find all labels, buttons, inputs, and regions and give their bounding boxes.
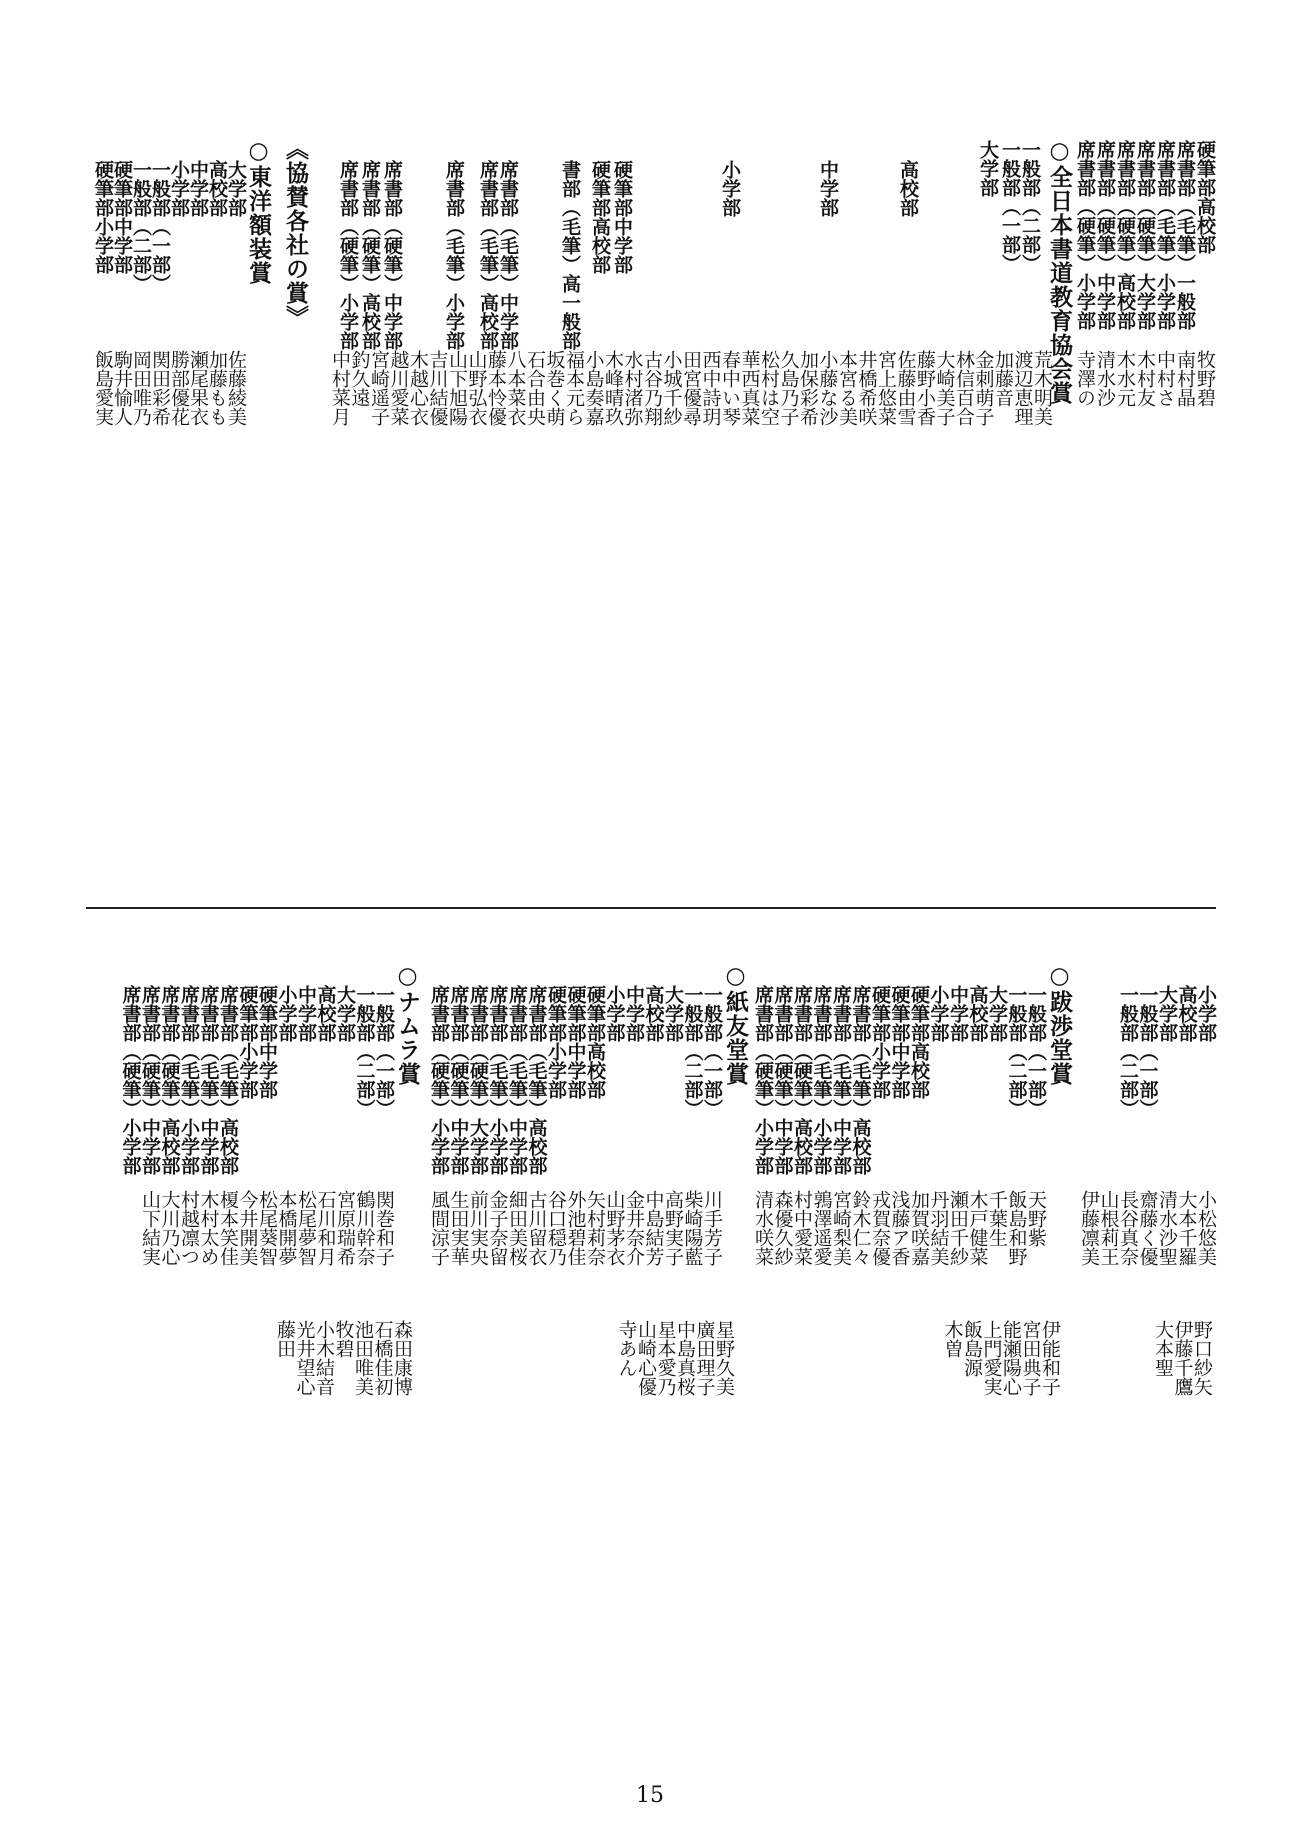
shiyu-lower-name-2: 廣田理子 [693,1320,716,1396]
award-row-4: 高校部 [897,160,919,217]
right-header-3: 席書部（毛筆）小学部 [1154,140,1176,330]
section-title-toyo: ○東洋額装賞 [245,137,272,285]
batsu-row-10: 席書部（毛筆）高校部 [849,985,872,1175]
batsu-name-4: 木戸健菜 [966,1190,989,1266]
toyo-name-3: 瀬尾果衣 [187,350,209,426]
namura-row-9: 席書部（毛筆）高校部 [217,985,239,1175]
batsu-name-1: 天野紫 [1025,1190,1047,1247]
first-name-6: 山根莉王 [1097,1190,1120,1266]
first-row-3: 大学部 [1156,985,1178,1042]
batsu-lower-name-2: 宮田典子 [1019,1320,1042,1396]
zennihon-name-25: 福本元ら [563,350,585,426]
shiyu-lower-name-6: 寺あん [615,1320,638,1377]
namura-name-10: 木村太め [197,1190,220,1266]
zennihon-name-29: 藤本怜優 [485,350,507,426]
batsu-row-1: 一般部（一部） [1025,985,1047,1118]
shiyu-row-11: 席書部（毛筆）中学部 [506,985,528,1175]
namura-row-12: 席書部（硬筆）高校部 [158,985,181,1175]
batsu-row-12: 席書部（毛筆）小学部 [810,985,833,1175]
batsu-row-8: 硬筆部中学部 [888,985,911,1099]
zennihon-name-21: 古谷乃翔 [641,350,663,426]
zennihon-name-34: 越川愛菜 [387,350,410,426]
right-name-4: 木村友 [1134,350,1156,407]
toyo-row-7: 硬筆部中学部 [111,160,133,274]
batsu-name-7: 加賀咲嘉 [908,1190,930,1266]
zennihon-name-33: 木越心衣 [407,350,429,426]
namura-lower-name-4: 牧碧 [332,1320,355,1358]
shiyu-name-15: 風間涼子 [428,1190,450,1266]
award-row-7: 硬筆部中学部 [611,160,633,274]
zennihon-name-5: 林信百合 [953,350,975,426]
zennihon-name-36: 釣久遠 [348,350,371,407]
namura-row-8: 硬筆部小学部 [236,985,259,1099]
award-row-6: 小学部 [719,160,741,217]
shiyu-name-9: 谷口穏乃 [545,1190,567,1266]
zennihon-name-20: 小城千紗 [660,350,683,426]
zennihon-name-10: 井橋希咲 [855,350,878,426]
namura-name-12: 大川乃心 [158,1190,181,1266]
shiyu-row-3: 大学部 [662,985,684,1042]
shiyu-lower-name-3: 中島真桜 [674,1320,696,1396]
namura-name-4: 石川和月 [314,1190,337,1266]
toyo-row-6: 一般部（二部） [130,160,152,293]
shiyu-row-10: 席書部（毛筆）高校部 [525,985,548,1175]
shiyu-name-6: 山野茅衣 [603,1190,626,1266]
namura-lower-name-7: 藤田 [274,1320,296,1358]
batsu-lower-name-5: 飯島源 [961,1320,983,1377]
namura-row-7: 硬筆部中学部 [256,985,278,1099]
namura-name-9: 榎本笑佳 [217,1190,239,1266]
namura-name-8: 今井開美 [236,1190,259,1266]
shiyu-lower-name-4: 星本愛乃 [654,1320,677,1396]
batsu-row-2: 一般部（二部） [1005,985,1028,1118]
right-name-1: 牧野碧 [1194,350,1216,407]
right-header-7: 席書部（硬筆）小学部 [1074,140,1096,330]
namura-name-6: 本橋開夢 [275,1190,298,1266]
first-name-7: 伊藤凛美 [1078,1190,1100,1266]
shiyu-name-4: 中島結芳 [642,1190,665,1266]
shiyu-name-11: 細田美桜 [506,1190,528,1266]
zennihon-name-12: 小藤な沙 [816,350,839,426]
shiyu-name-10: 古川留衣 [525,1190,548,1266]
batsu-name-13: 村中愛菜 [791,1190,813,1266]
award-row-10: 席書部（毛筆）中学部 [497,160,519,350]
batsu-row-15: 席書部（硬筆）小学部 [752,985,774,1175]
section-title-zennihon: ○全日本書道教育協会賞 [1046,137,1073,405]
award-row-1: 大学部 [977,140,999,197]
section-title-kyosan: 《協賛各社の賞》 [282,137,309,329]
toyo-row-4: 小学部 [168,160,190,217]
shiyu-name-8: 外池碧佳 [564,1190,587,1266]
first-row-5: 一般部（二部） [1117,985,1139,1118]
shiyu-lower-name-5: 山崎心優 [635,1320,657,1396]
first-row-2: 高校部 [1175,985,1198,1042]
zennihon-name-23: 木峰晴玖 [602,350,624,426]
namura-row-1: 一般部（一部） [373,985,395,1118]
namura-row-14: 席書部（硬筆）小学部 [119,985,142,1175]
award-row-3: 一般部（二部） [1019,140,1041,273]
zennihon-name-24: 小島奏嘉 [582,350,605,426]
batsu-lower-name-4: 上門愛実 [980,1320,1003,1396]
first-name-3: 清水沙聖 [1156,1190,1178,1266]
batsu-name-5: 瀬田千紗 [947,1190,969,1266]
batsu-name-6: 丹羽結美 [927,1190,950,1266]
namura-row-10: 席書部（毛筆）中学部 [197,985,220,1175]
toyo-name-6: 岡田唯乃 [130,350,152,426]
batsu-row-6: 小学部 [927,985,950,1042]
shiyu-row-15: 席書部（硬筆）小学部 [428,985,450,1175]
namura-name-3: 宮原瑞希 [334,1190,356,1266]
zennihon-name-4: 金刺萌子 [972,350,995,426]
zennihon-name-8: 佐藤由雪 [894,350,917,426]
namura-row-4: 高校部 [314,985,337,1042]
first-name-1: 小松悠美 [1195,1190,1217,1266]
zennihon-name-1: 荒木明美 [1031,350,1053,426]
shiyu-row-12: 席書部（毛筆）小学部 [486,985,509,1175]
zennihon-name-32: 吉川結優 [426,350,449,426]
shiyu-row-7: 硬筆部高校部 [584,985,606,1099]
zennihon-name-26: 坂巻く萌 [543,350,566,426]
zennihon-name-9: 宮上悠菜 [875,350,897,426]
first-lower-name-3: 大本聖 [1152,1320,1174,1377]
namura-row-2: 一般部（二部） [353,985,376,1118]
batsu-name-15: 清水咲菜 [752,1190,774,1266]
batsu-name-8: 浅藤ア香 [888,1190,911,1266]
award-row-11: 席書部（毛筆）高校部 [477,160,499,350]
batsu-row-7: 硬筆部高校部 [908,985,930,1099]
shiyu-row-13: 席書部（硬筆）大学部 [467,985,489,1175]
zennihon-name-16: 華西真菜 [738,350,761,426]
award-row-15: 席書部（硬筆）小学部 [337,160,359,350]
namura-lower-name-2: 石橋佳初 [371,1320,394,1396]
batsu-row-9: 硬筆部小学部 [869,985,891,1099]
first-lower-name-2: 伊藤千鷹 [1171,1320,1194,1396]
zennihon-name-19: 田宮優尋 [680,350,702,426]
right-name-5: 木水元 [1114,350,1136,407]
namura-name-7: 松尾葵智 [256,1190,278,1266]
zennihon-name-22: 水村渚弥 [621,350,644,426]
batsu-name-12: 鶉澤遥愛 [810,1190,833,1266]
zennihon-name-14: 久島乃子 [777,350,800,426]
zennihon-name-11: 本宮る美 [836,350,858,426]
first-name-2: 大本千羅 [1175,1190,1198,1266]
shiyu-row-14: 席書部（硬筆）中学部 [447,985,470,1175]
zennihon-name-28: 八本菜衣 [504,350,527,426]
batsu-lower-name-6: 木曽 [941,1320,964,1358]
zennihon-name-2: 渡辺恵理 [1011,350,1034,426]
shiyu-row-6: 小学部 [603,985,626,1042]
namura-lower-name-5: 小木結音 [313,1320,335,1396]
namura-lower-name-1: 森田康博 [391,1320,413,1396]
namura-lower-name-6: 光井望心 [293,1320,316,1396]
namura-row-3: 大学部 [334,985,356,1042]
shiyu-row-1: 一般部（一部） [701,985,723,1118]
namura-row-13: 席書部（硬筆）中学部 [139,985,161,1175]
toyo-row-8: 硬筆部小学部 [92,160,114,274]
zennihon-name-6: 大崎美子 [933,350,956,426]
namura-name-2: 鶴川幹奈 [353,1190,376,1266]
namura-name-13: 山下結実 [139,1190,161,1266]
batsu-row-4: 高校部 [966,985,989,1042]
zennihon-name-37: 中村菜月 [329,350,351,426]
right-name-6: 清水沙 [1094,350,1116,407]
first-name-4: 齋藤く優 [1136,1190,1159,1266]
zennihon-name-17: 春中い琴 [719,350,741,426]
section-title-shiyu: ○紙友堂賞 [722,962,749,1086]
right-header-5: 席書部（硬筆）高校部 [1114,140,1136,330]
section-divider [86,907,1216,909]
toyo-name-2: 加藤もも [206,350,228,426]
namura-row-6: 小学部 [275,985,298,1042]
right-name-3: 中村さ [1154,350,1176,407]
batsu-name-3: 千葉生 [986,1190,1008,1247]
shiyu-row-5: 中学部 [623,985,645,1042]
award-row-13: 席書部（硬筆）中学部 [381,160,403,350]
toyo-row-3: 中学部 [187,160,209,217]
batsu-lower-name-1: 伊能和子 [1039,1320,1061,1396]
toyo-row-2: 高校部 [206,160,228,217]
right-name-2: 南村晶 [1174,350,1196,407]
right-header-1: 硬筆部高校部 [1194,140,1216,254]
batsu-name-10: 鈴木仁々 [849,1190,872,1266]
batsu-name-14: 森優久紗 [771,1190,794,1266]
toyo-name-8: 飯島愛実 [92,350,114,426]
section-title-batsu: ○跋渉堂賞 [1046,962,1073,1086]
shiyu-row-9: 硬筆部小学部 [545,985,567,1099]
toyo-row-1: 大学部 [225,160,247,217]
first-row-1: 小学部 [1195,985,1217,1042]
zennihon-name-27: 石合由央 [524,350,546,426]
page-number: 15 [636,1783,664,1808]
first-name-5: 長谷真奈 [1117,1190,1139,1266]
zennihon-name-13: 加保彩希 [797,350,819,426]
namura-name-1: 関巻和子 [373,1190,395,1266]
toyo-row-5: 一般部（一部） [149,160,171,293]
right-header-4: 席書部（硬筆）大学部 [1134,140,1156,330]
right-name-7: 寺澤の [1074,350,1096,407]
namura-lower-name-3: 池田唯美 [352,1320,374,1396]
zennihon-name-18: 西中詩玥 [699,350,722,426]
shiyu-name-1: 川手芳子 [701,1190,723,1266]
section-title-namura: ○ナムラ賞 [394,962,421,1086]
toyo-name-5: 関田彩希 [149,350,171,426]
batsu-row-5: 中学部 [947,985,969,1042]
shiyu-name-2: 柴崎陽藍 [681,1190,704,1266]
shiyu-name-12: 金子奈留 [486,1190,509,1266]
award-row-9: 書部（毛筆）高一般部 [559,160,581,350]
namura-name-11: 村越凛つ [178,1190,200,1266]
shiyu-row-2: 一般部（二部） [681,985,704,1118]
shiyu-name-14: 生田実華 [447,1190,470,1266]
shiyu-lower-name-1: 星野久美 [713,1320,735,1396]
zennihon-name-30: 山野弘衣 [465,350,488,426]
batsu-row-13: 席書部（硬筆）高校部 [791,985,813,1175]
first-lower-name-1: 野口紗矢 [1191,1320,1213,1396]
batsu-name-2: 飯島和野 [1005,1190,1028,1266]
batsu-lower-name-3: 能瀬陽心 [1000,1320,1022,1396]
namura-row-11: 席書部（毛筆）小学部 [178,985,200,1175]
award-row-5: 中学部 [817,160,839,217]
zennihon-name-31: 山下旭陽 [446,350,468,426]
zennihon-name-3: 加藤音 [992,350,1014,407]
batsu-row-11: 席書部（毛筆）中学部 [830,985,852,1175]
award-row-12: 席書部（毛筆）小学部 [443,160,465,350]
shiyu-name-7: 矢村莉奈 [584,1190,606,1266]
toyo-name-7: 駒井愉人 [111,350,133,426]
namura-row-5: 中学部 [295,985,317,1042]
first-row-4: 一般部（一部） [1136,985,1159,1118]
shiyu-row-8: 硬筆部中学部 [564,985,587,1099]
zennihon-name-15: 松村は空 [758,350,780,426]
batsu-name-9: 戎賀奈優 [869,1190,891,1266]
award-row-2: 一般部（一部） [999,140,1021,273]
namura-name-5: 松尾夢智 [295,1190,317,1266]
shiyu-name-5: 金井奈介 [623,1190,645,1266]
award-row-14: 席書部（硬筆）高校部 [359,160,381,350]
shiyu-name-3: 高野実子 [662,1190,684,1266]
right-header-2: 席書部（毛筆）一般部 [1174,140,1196,330]
zennihon-name-35: 宮崎遥子 [368,350,390,426]
batsu-name-11: 宮崎梨美 [830,1190,852,1266]
toyo-name-1: 佐藤綾美 [225,350,247,426]
shiyu-name-13: 前川実央 [467,1190,489,1266]
zennihon-name-7: 藤野小香 [914,350,936,426]
right-header-6: 席書部（硬筆）中学部 [1094,140,1116,330]
toyo-name-4: 勝部優花 [168,350,190,426]
batsu-row-14: 席書部（硬筆）中学部 [771,985,794,1175]
award-row-8: 硬筆部高校部 [589,160,611,274]
shiyu-row-4: 高校部 [642,985,665,1042]
batsu-row-3: 大学部 [986,985,1008,1042]
